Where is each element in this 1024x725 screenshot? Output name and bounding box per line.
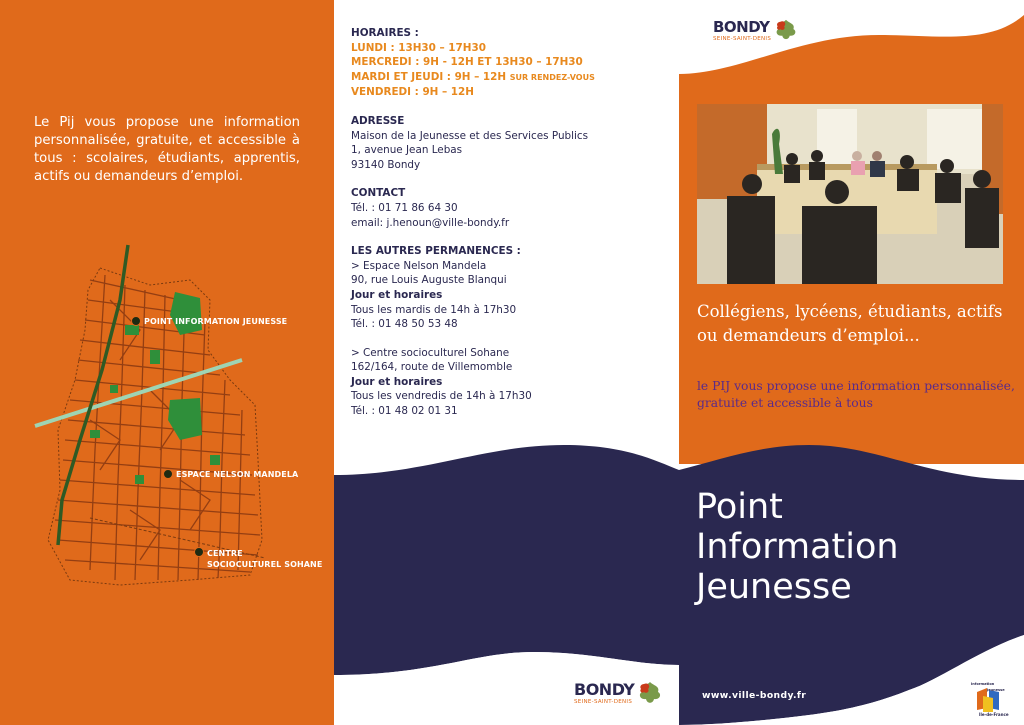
horaires-mardi-jeudi — [351, 70, 671, 86]
subline: le PIJ vous propose une information personnalisée, gratuite et accessible à tous — [697, 379, 1015, 410]
title-line-3: Jeunesse — [696, 567, 852, 607]
adresse-line-2: 1, avenue Jean Lebas — [351, 144, 463, 157]
pij-map-marker — [131, 316, 141, 326]
bondy-logo-sub: SEINE-SAINT-DENIS — [574, 699, 633, 705]
meeting-photo — [697, 104, 1003, 284]
mandela-phone: Tél. : 01 48 50 53 48 — [351, 318, 458, 331]
adresse-line-1: Maison de la Jeunesse et des Services Publics — [351, 129, 589, 142]
sohane-hours-heading: Jour et horaires — [351, 375, 443, 388]
ij-network-logo — [967, 680, 1019, 720]
oak-leaf-icon — [636, 680, 664, 708]
title-line-2: Information — [696, 527, 899, 567]
tagline: Collégiens, lycéens, étudiants, actifs ou demandeurs d’emploi... — [697, 302, 1003, 345]
horaires-mardi-label: MARDI ET JEUDI : 9H – 12H — [351, 70, 507, 83]
sohane-phone: Tél. : 01 48 02 01 31 — [351, 405, 458, 418]
autres-heading: LES AUTRES PERMANENCES : — [351, 245, 521, 258]
pij-map-label: POINT INFORMATION JEUNESSE — [144, 317, 288, 326]
sohane-hours: Tous les vendredis de 14h à 17h30 — [351, 390, 532, 403]
website-url: www.ville-bondy.fr — [702, 690, 807, 701]
contact-heading: CONTACT — [351, 187, 406, 200]
horaires-heading: HORAIRES : — [351, 27, 419, 39]
sohane-map-label-2: SOCIOCULTUREL SOHANE — [207, 560, 323, 569]
ij-logo-text-3: Ile-de-France — [979, 712, 1009, 717]
horaires-rdv-note: SUR RENDEZ-VOUS — [509, 72, 595, 82]
street-map — [30, 240, 330, 600]
ij-logo-text-1: Information — [971, 682, 995, 686]
map-drawing — [30, 240, 330, 600]
mandela-map-label: ESPACE NELSON MANDELA — [176, 470, 299, 479]
mandela-map-marker — [163, 469, 173, 479]
mandela-name: > Espace Nelson Mandela — [351, 259, 487, 272]
horaires-vendredi: VENDREDI : 9H – 12H — [351, 86, 474, 99]
adresse-line-3: 93140 Bondy — [351, 158, 421, 171]
horaires-lundi: LUNDI : 13H30 – 17H30 — [351, 41, 486, 54]
bondy-logo-word: BONDY — [574, 680, 635, 699]
horaires-mercredi: MERCREDI : 9H - 12H ET 13H30 – 17H30 — [351, 56, 583, 69]
left-panel — [0, 0, 334, 725]
title-line-1: Point — [696, 487, 783, 527]
oak-leaf-icon — [773, 18, 799, 44]
mandela-address: 90, rue Louis Auguste Blanqui — [351, 274, 507, 287]
meeting-photo-illustration — [697, 104, 1003, 284]
bondy-logo-bottom — [574, 680, 664, 708]
ij-logo-text-2: Jeunesse — [987, 688, 1005, 692]
right-panel — [679, 0, 1024, 725]
mandela-hours-heading: Jour et horaires — [351, 288, 443, 301]
adresse-heading: ADRESSE — [351, 114, 405, 127]
intro-text: Le Pij vous propose une information personnalisée, gratuite, et accessible à tous : scolaires, étudiants, apprentis, actifs ou demandeurs d’emploi. — [34, 115, 300, 184]
bondy-logo-sub-top: SEINE-SAINT-DENIS — [713, 36, 772, 42]
main-title — [696, 487, 1016, 607]
contact-phone: Tél. : 01 71 86 64 30 — [351, 201, 458, 214]
middle-panel — [334, 0, 679, 725]
sohane-address: 162/164, route de Villemomble — [351, 361, 513, 374]
bondy-logo-word-top: BONDY — [713, 18, 770, 36]
contact-email: email: j.henoun@ville-bondy.fr — [351, 216, 510, 229]
mandela-hours: Tous les mardis de 14h à 17h30 — [351, 303, 517, 316]
sohane-map-label-1: CENTRE — [207, 549, 243, 558]
sohane-map-marker — [194, 547, 204, 557]
sohane-name: > Centre socioculturel Sohane — [351, 346, 510, 359]
bondy-logo-top — [713, 18, 799, 44]
info-text-block — [351, 26, 671, 419]
